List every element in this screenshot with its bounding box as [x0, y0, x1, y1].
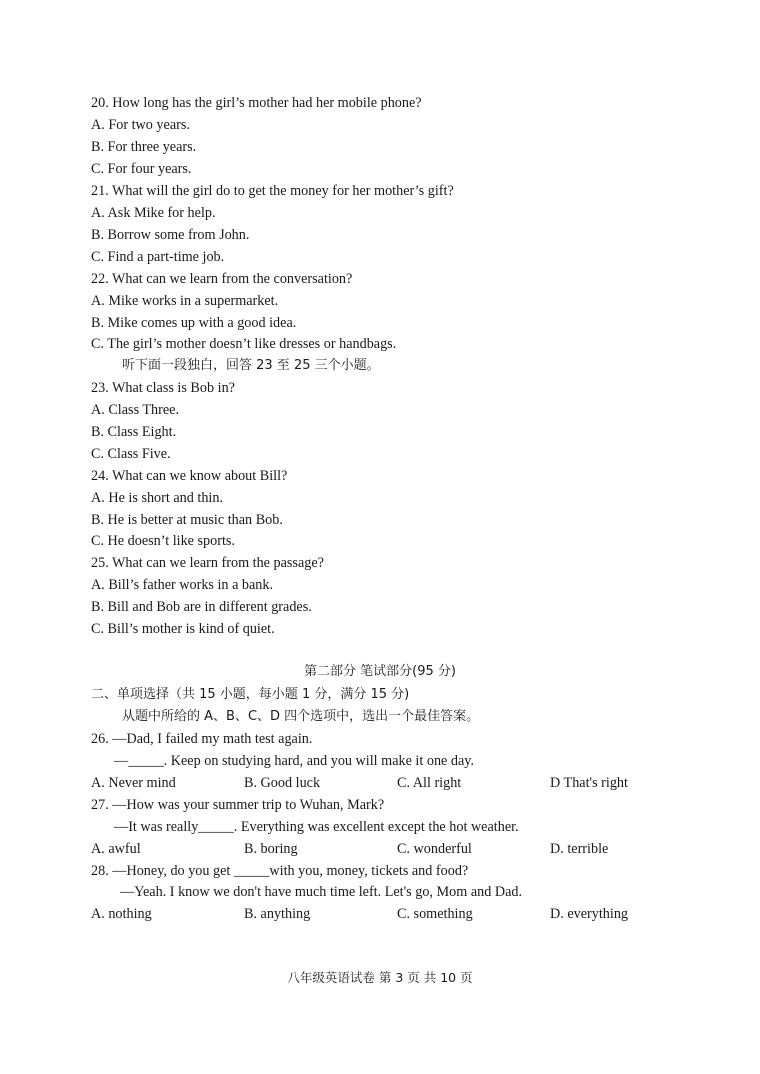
part-two-title: 第二部分 笔试部分(95 分) — [304, 664, 456, 679]
option-27d: D. terrible — [550, 841, 609, 857]
option-26a: A. Never mind — [91, 775, 176, 791]
option-28b: B. anything — [244, 906, 311, 922]
option-27b: B. boring — [244, 841, 298, 857]
option-26d: D That's right — [550, 775, 628, 791]
option-28c: C. something — [397, 906, 473, 922]
option-22c: C. The girl’s mother doesn’t like dresses or handbags. — [91, 336, 397, 352]
option-28d: D. everything — [550, 906, 629, 922]
listening-instruction: 听下面一段独白，回答 23 至 25 三个小题。 — [122, 358, 380, 373]
option-26c: C. All right — [397, 775, 462, 791]
option-25a: A. Bill’s father works in a bank. — [91, 577, 274, 593]
option-21c: C. Find a part-time job. — [91, 249, 225, 265]
option-21a: A. Ask Mike for help. — [91, 205, 216, 221]
option-20b: B. For three years. — [91, 139, 197, 155]
option-27c: C. wonderful — [397, 841, 472, 857]
section-heading: 二、单项选择（共 15 小题，每小题 1 分，满分 15 分) — [91, 687, 410, 702]
question-26: 26. —Dad, I failed my math test again. — [91, 731, 313, 747]
question-21: 21. What will the girl do to get the money for her mother’s gift? — [91, 183, 454, 199]
question-20: 20. How long has the girl’s mother had her mobile phone? — [91, 95, 422, 111]
option-20a: A. For two years. — [91, 117, 190, 133]
question-24: 24. What can we know about Bill? — [91, 468, 288, 484]
option-24a: A. He is short and thin. — [91, 490, 224, 506]
question-26-reply: —_____. Keep on studying hard, and you will make it one day. — [114, 753, 475, 769]
option-28a: A. nothing — [91, 906, 152, 922]
option-25c: C. Bill’s mother is kind of quiet. — [91, 621, 275, 637]
question-23: 23. What class is Bob in? — [91, 380, 235, 396]
question-25: 25. What can we learn from the passage? — [91, 555, 324, 571]
option-24c: C. He doesn’t like sports. — [91, 533, 235, 549]
page-footer: 八年级英语试卷 第 3 页 共 10 页 — [287, 970, 473, 985]
option-23c: C. Class Five. — [91, 446, 171, 462]
question-27-reply: —It was really_____. Everything was excellent except the hot weather. — [114, 819, 519, 835]
option-22b: B. Mike comes up with a good idea. — [91, 315, 297, 331]
option-27a: A. awful — [91, 841, 141, 857]
option-23a: A. Class Three. — [91, 402, 179, 418]
question-28-reply: —Yeah. I know we don't have much time left. Let's go, Mom and Dad. — [120, 884, 523, 900]
option-20c: C. For four years. — [91, 161, 192, 177]
question-22: 22. What can we learn from the conversation? — [91, 271, 353, 287]
option-26b: B. Good luck — [244, 775, 321, 791]
option-25b: B. Bill and Bob are in different grades. — [91, 599, 312, 615]
option-21b: B. Borrow some from John. — [91, 227, 250, 243]
option-24b: B. He is better at music than Bob. — [91, 512, 283, 528]
section-instruction: 从题中所给的 A、B、C、D 四个选项中，选出一个最佳答案。 — [122, 709, 480, 724]
option-22a: A. Mike works in a supermarket. — [91, 293, 279, 309]
question-27: 27. —How was your summer trip to Wuhan, Mark? — [91, 797, 385, 813]
question-28: 28. —Honey, do you get _____with you, money, tickets and food? — [91, 863, 469, 879]
option-23b: B. Class Eight. — [91, 424, 177, 440]
